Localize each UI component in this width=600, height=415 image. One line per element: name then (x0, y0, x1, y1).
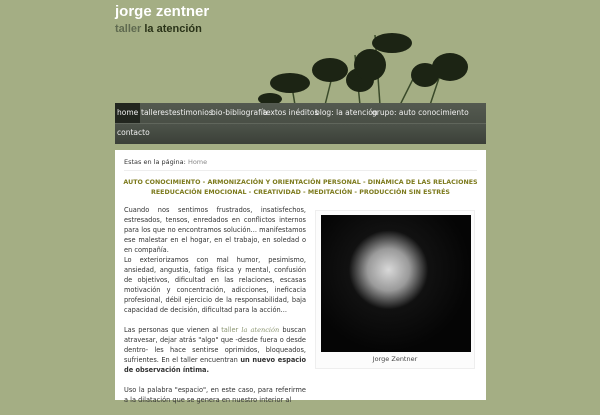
paragraph-2-bold: un nuevo espacio de observación íntima. (124, 356, 307, 374)
paragraph-3: Uso la palabra "espacio", en este caso, para referirme a la dilatación que se genera en nuestro interior al (124, 386, 306, 404)
main-nav (115, 103, 486, 144)
portrait-figure (315, 210, 475, 369)
breadcrumb-label: Estas en la página: (124, 158, 186, 166)
paragraph-1: Cuando nos sentimos frustrados, insatisfechos, estresados, tensos, enredados en conflictos internos para los que no encontramos solución... manifestamos ese malestar en el hogar, en el trabajo, en soledad o en compañía. (124, 206, 306, 254)
intro-text (124, 205, 306, 415)
nav-testimonios[interactable]: testimonios (169, 108, 213, 117)
nav-blog[interactable]: blog: la atención (315, 108, 378, 117)
breadcrumb (124, 158, 207, 166)
site-title[interactable]: jorge zentner (115, 3, 210, 20)
nav-grupo[interactable]: grupo: auto conocimiento (372, 108, 469, 117)
topics-line-2: REEDUCACIÓN EMOCIONAL - CREATIVIDAD - MEDITACIÓN - PRODUCCIÓN SIN ESTRÉS (151, 189, 450, 196)
topics-banner (115, 178, 486, 198)
nav-textos-ineditos[interactable]: textos inéditos (263, 108, 319, 117)
subtitle-bold: la atención (144, 23, 202, 35)
main-content (115, 150, 486, 404)
site-subtitle (115, 23, 202, 35)
nav-row-2 (115, 123, 486, 144)
paragraph-2-start: Las personas que vienen al (124, 326, 222, 334)
divider (124, 170, 477, 171)
nav-contacto[interactable]: contacto (117, 128, 150, 137)
taller-link-word: taller (221, 326, 242, 334)
paragraph-1b: Lo exteriorizamos con mal humor, pesimismo, ansiedad, angustia, fatiga física y mental, confusión de objetivos, dificultad en las relaciones, escasas motivación y concentración, adicciones, ineficacia profesional, débil ejercicio de la responsabilidad, baja capacidad de decisión, dificultad para la acción... (124, 256, 306, 314)
nav-home[interactable]: home (115, 103, 140, 123)
nav-bio-bibliografia[interactable]: bio-bibliografía (211, 108, 268, 117)
portrait-caption: Jorge Zentner (372, 355, 418, 363)
nav-talleres[interactable]: talleres (141, 108, 169, 117)
breadcrumb-home-link[interactable]: Home (187, 158, 208, 166)
portrait-photo (321, 215, 471, 352)
taller-link[interactable] (221, 326, 279, 334)
subtitle-light: taller (115, 23, 142, 35)
header-flowers-image (250, 25, 490, 105)
taller-link-italic: la atención (241, 326, 280, 334)
topics-line-1: AUTO CONOCIMIENTO - ARMONIZACIÓN Y ORIENTACIÓN PERSONAL - DINÁMICA DE LAS RELACIONES (123, 179, 478, 186)
paragraph-2-mid: buscan atravesar, dejar atrás "algo" que -desde fuera o desde dentro- les hace sentirse oprimidos, bloqueados, sufrientes. En el taller encuentran (124, 326, 306, 364)
